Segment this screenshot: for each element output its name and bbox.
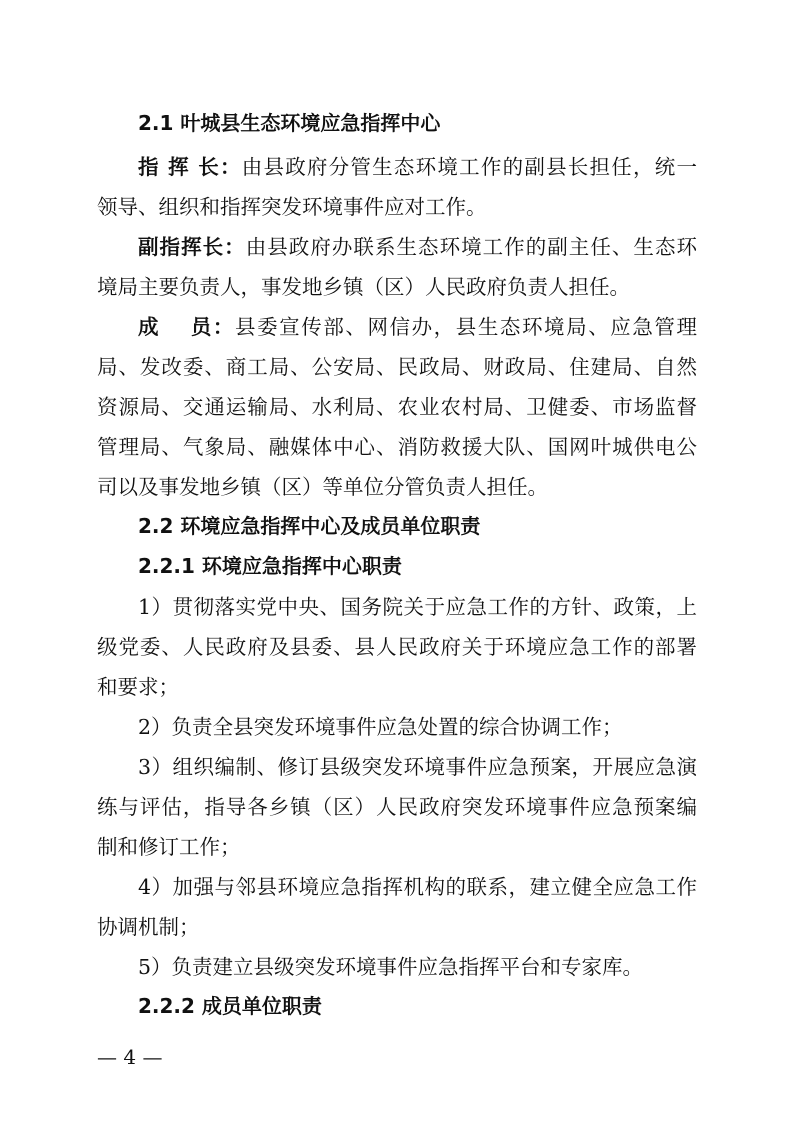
item-1-line-3: 和要求； <box>97 675 179 699</box>
item-3-line-1: 3）组织编制、修订县级突发环境事件应急预案，开展应急演 <box>138 755 697 779</box>
item-1-line-1: 1）贯彻落实党中央、国务院关于应急工作的方针、政策，上 <box>138 595 697 619</box>
members-text-2: 局、发改委、商工局、公安局、民政局、财政局、住建局、自然 <box>97 355 697 379</box>
section-heading-2-2-2: 2.2.2 成员单位职责 <box>138 994 322 1018</box>
commander-line-1 <box>138 150 697 180</box>
members-text-4: 管理局、气象局、融媒体中心、消防救援大队、国网叶城供电公 <box>97 435 697 459</box>
item-3-line-3: 制和修订工作； <box>97 835 241 859</box>
deputy-line-1 <box>138 230 697 260</box>
members-text-3: 资源局、交通运输局、水利局、农业农村局、卫健委、市场监督 <box>97 395 697 419</box>
item-4-line-2: 协调机制； <box>97 915 200 939</box>
section-heading-2-1: 2.1 叶城县生态环境应急指挥中心 <box>138 111 441 135</box>
commander-text-1: 由县政府分管生态环境工作的副县长担任，统一 <box>241 155 698 179</box>
item-3-line-2: 练与评估，指导各乡镇（区）人民政府突发环境事件应急预案编 <box>97 795 697 819</box>
deputy-label: 副指挥长： <box>138 235 246 259</box>
section-heading-2-2-1: 2.2.1 环境应急指挥中心职责 <box>138 554 402 578</box>
members-text-5: 司以及事发地乡镇（区）等单位分管负责人担任。 <box>97 475 548 499</box>
page-number: — 4 — <box>97 1045 163 1069</box>
deputy-text-1: 由县政府办联系生态环境工作的副主任、生态环 <box>245 235 698 259</box>
item-1-line-2: 级党委、人民政府及县委、县人民政府关于环境应急工作的部署 <box>97 635 697 659</box>
item-4-line-1: 4）加强与邻县环境应急指挥机构的联系，建立健全应急工作 <box>138 875 697 899</box>
section-heading-2-2: 2.2 环境应急指挥中心及成员单位职责 <box>138 514 481 538</box>
commander-text-2: 领导、组织和指挥突发环境事件应对工作。 <box>97 195 487 219</box>
item-5-line-1: 5）负责建立县级突发环境事件应急指挥平台和专家库。 <box>138 955 644 979</box>
deputy-text-2: 境局主要负责人，事发地乡镇（区）人民政府负责人担任。 <box>97 275 630 299</box>
item-2-line-1: 2）负责全县突发环境事件应急处置的综合协调工作； <box>138 715 623 739</box>
commander-label: 指 挥 长： <box>138 155 242 179</box>
members-text-1: 县委宣传部、网信办，县生态环境局、应急管理 <box>235 315 698 339</box>
members-line-1 <box>138 310 697 340</box>
members-label: 成 员： <box>138 315 236 339</box>
